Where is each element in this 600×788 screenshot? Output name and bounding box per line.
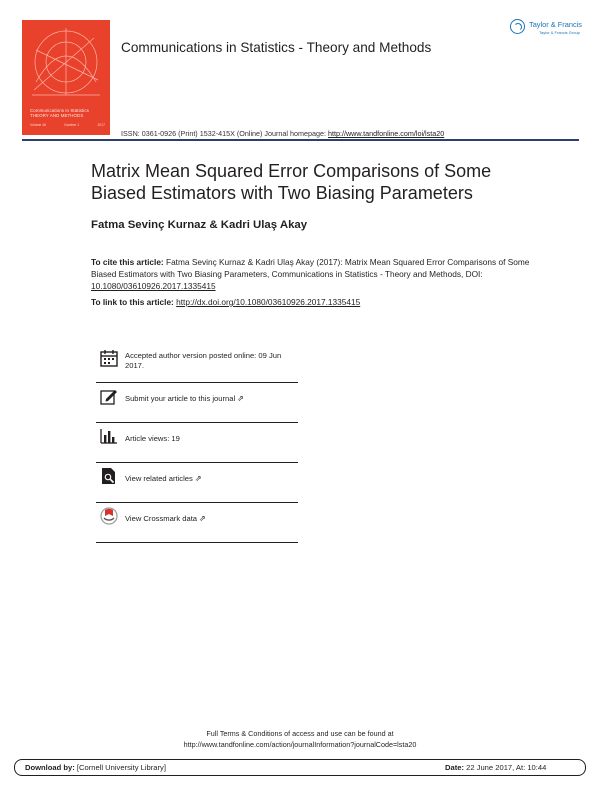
list-item-related[interactable] — [96, 463, 298, 503]
article-title: Matrix Mean Squared Error Comparisons of Some Biased Estimators with Two Biasing Parameters — [91, 161, 492, 203]
publisher-logo[interactable] — [510, 17, 586, 39]
publisher-name: Taylor & Francis — [529, 20, 582, 29]
cover-title-line: Communications in Statistics — [30, 108, 89, 113]
accepted-text: Accepted author version posted online: 09 Jun 2017. — [125, 351, 282, 371]
cover-meta — [30, 123, 105, 127]
download-date — [445, 763, 546, 772]
list-item-accepted — [96, 345, 298, 383]
cover-volume: Volume 46 — [30, 123, 47, 127]
submit-article-label: Submit your article to this journal — [125, 394, 236, 403]
cover-year: 2017 — [97, 123, 105, 127]
calendar-icon — [100, 349, 122, 367]
journal-title: Communications in Statistics - Theory and Methods — [121, 40, 432, 55]
citation-label: To cite this article: — [91, 257, 166, 267]
search-document-icon — [100, 467, 122, 485]
journal-homepage-link[interactable]: http://www.tandfonline.com/loi/lsta20 — [327, 129, 445, 138]
terms-notice — [0, 728, 600, 750]
article-link-row — [91, 297, 360, 307]
doi-link[interactable]: 10.1080/03610926.2017.1335415 — [91, 280, 216, 291]
publisher-group: Taylor & Francis Group — [539, 30, 580, 35]
issn-line — [121, 129, 444, 138]
downloaded-by — [25, 763, 166, 772]
issn-text: ISSN: 0361-0926 (Print) 1532-415X (Online) Journal homepage: — [121, 129, 328, 138]
external-link-icon: ⇗ — [237, 394, 244, 403]
cover-number: Number 1 — [64, 123, 80, 127]
header-divider — [22, 139, 579, 141]
external-link-icon: ⇗ — [194, 474, 202, 483]
list-item-submit[interactable] — [96, 383, 298, 423]
article-link[interactable]: http://dx.doi.org/10.1080/03610926.2017.1335415 — [176, 297, 361, 307]
edit-icon — [100, 387, 122, 405]
download-date-value: 22 June 2017, At: 10:44 — [464, 763, 547, 772]
list-item-crossmark[interactable] — [96, 503, 298, 543]
crossmark-icon — [100, 507, 122, 525]
crossmark-label: View Crossmark data — [125, 514, 198, 523]
crossmark-link[interactable] — [125, 514, 206, 524]
cover-title — [30, 108, 105, 118]
publisher-logo-icon — [510, 19, 525, 34]
terms-url[interactable]: http://www.tandfonline.com/action/journalInformation?journalCode=lsta20 — [183, 740, 417, 749]
submit-article-link[interactable] — [125, 394, 244, 404]
external-link-icon: ⇗ — [199, 514, 206, 523]
terms-line: Full Terms & Conditions of access and use can be found at — [206, 729, 394, 738]
article-link-label: To link to this article: — [91, 297, 177, 307]
article-authors: Fatma Sevinç Kurnaz & Kadri Ulaş Akay — [91, 219, 308, 231]
list-item-views — [96, 423, 298, 463]
download-info-bar — [14, 759, 586, 776]
article-views-text: Article views: 19 — [125, 434, 180, 443]
article-metadata-list — [96, 345, 298, 543]
downloaded-by-value: [Cornell University Library] — [74, 763, 166, 772]
citation-text: Fatma Sevinç Kurnaz & Kadri Ulaş Akay (2017): Matrix Mean Squared Error Comparisons of Some Biased Estimators with Two Biasing Parameters, Communications in Statistics - Theory and Methods, DOI: — [91, 257, 530, 279]
cover-subtitle-line: THEORY AND METHODS — [30, 113, 84, 118]
download-date-label: Date: — [445, 763, 464, 772]
citation-block — [91, 257, 531, 292]
downloaded-by-label: Download by: — [25, 763, 75, 772]
bar-chart-icon — [100, 427, 122, 445]
related-articles-link[interactable] — [125, 474, 202, 484]
journal-cover-image[interactable] — [22, 20, 110, 135]
related-articles-label: View related articles — [125, 474, 193, 483]
